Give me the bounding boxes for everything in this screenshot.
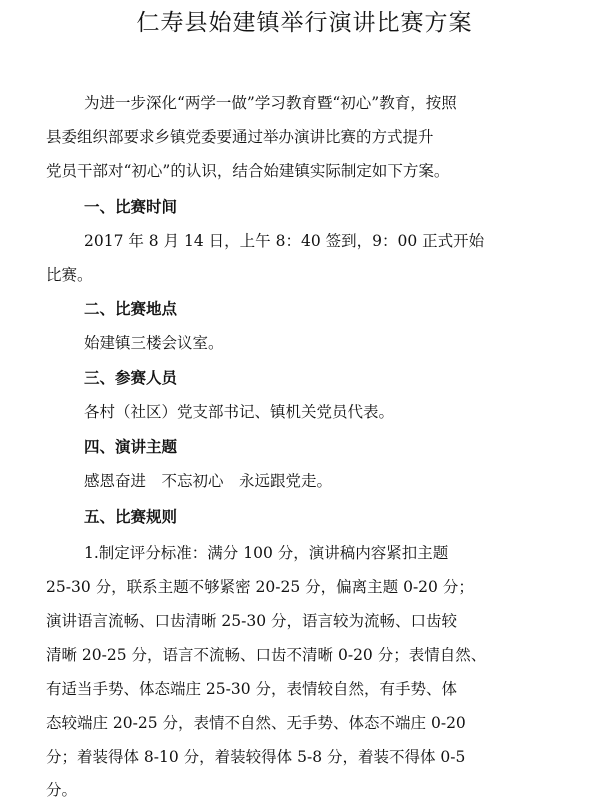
section-rules-line-4: 清晰 20-25 分，语言不流畅、口齿不清晰 0-20 分；表情自然、 <box>46 646 487 664</box>
section-heading-theme: 四、演讲主题 <box>84 438 178 456</box>
section-participants-line-1: 各村（社区）党支部书记、镇机关党员代表。 <box>84 403 395 421</box>
intro-line-2: 县委组织部要求乡镇党委要通过举办演讲比赛的方式提升 <box>46 128 434 146</box>
section-rules-line-8: 分。 <box>46 781 78 799</box>
section-heading-participants: 三、参赛人员 <box>84 369 178 387</box>
section-venue-line-1: 始建镇三楼会议室。 <box>84 334 224 352</box>
section-time-line-1: 2017 年 8 月 14 日，上午 8：40 签到，9：00 正式开始 <box>84 232 485 250</box>
section-heading-time: 一、比赛时间 <box>84 198 178 216</box>
section-heading-rules: 五、比赛规则 <box>84 508 178 526</box>
section-rules-line-5: 有适当手势、体态端庄 25-30 分，表情较自然，有手势、体 <box>46 680 458 698</box>
section-rules-line-1: 1.制定评分标准：满分 100 分，演讲稿内容紧扣主题 <box>84 544 449 562</box>
section-rules-line-3: 演讲语言流畅、口齿清晰 25-30 分，语言较为流畅、口齿较 <box>46 612 458 630</box>
document-title: 仁寿县始建镇举行演讲比赛方案 <box>136 10 473 36</box>
section-heading-venue: 二、比赛地点 <box>84 300 178 318</box>
intro-line-3: 党员干部对“初心”的认识，结合始建镇实际制定如下方案。 <box>46 162 450 180</box>
intro-line-1: 为进一步深化“两学一做”学习教育暨“初心”教育，按照 <box>84 94 457 112</box>
section-rules-line-6: 态较端庄 20-25 分，表情不自然、无手势、体态不端庄 0-20 <box>46 714 466 732</box>
section-rules-line-2: 25-30 分，联系主题不够紧密 20-25 分，偏离主题 0-20 分； <box>46 578 474 596</box>
section-time-line-2: 比赛。 <box>46 266 93 284</box>
section-rules-line-7: 分；着装得体 8-10 分，着装较得体 5-8 分，着装不得体 0-5 <box>46 748 466 766</box>
section-theme-line-1: 感恩奋进 不忘初心 永远跟党走。 <box>84 472 333 490</box>
